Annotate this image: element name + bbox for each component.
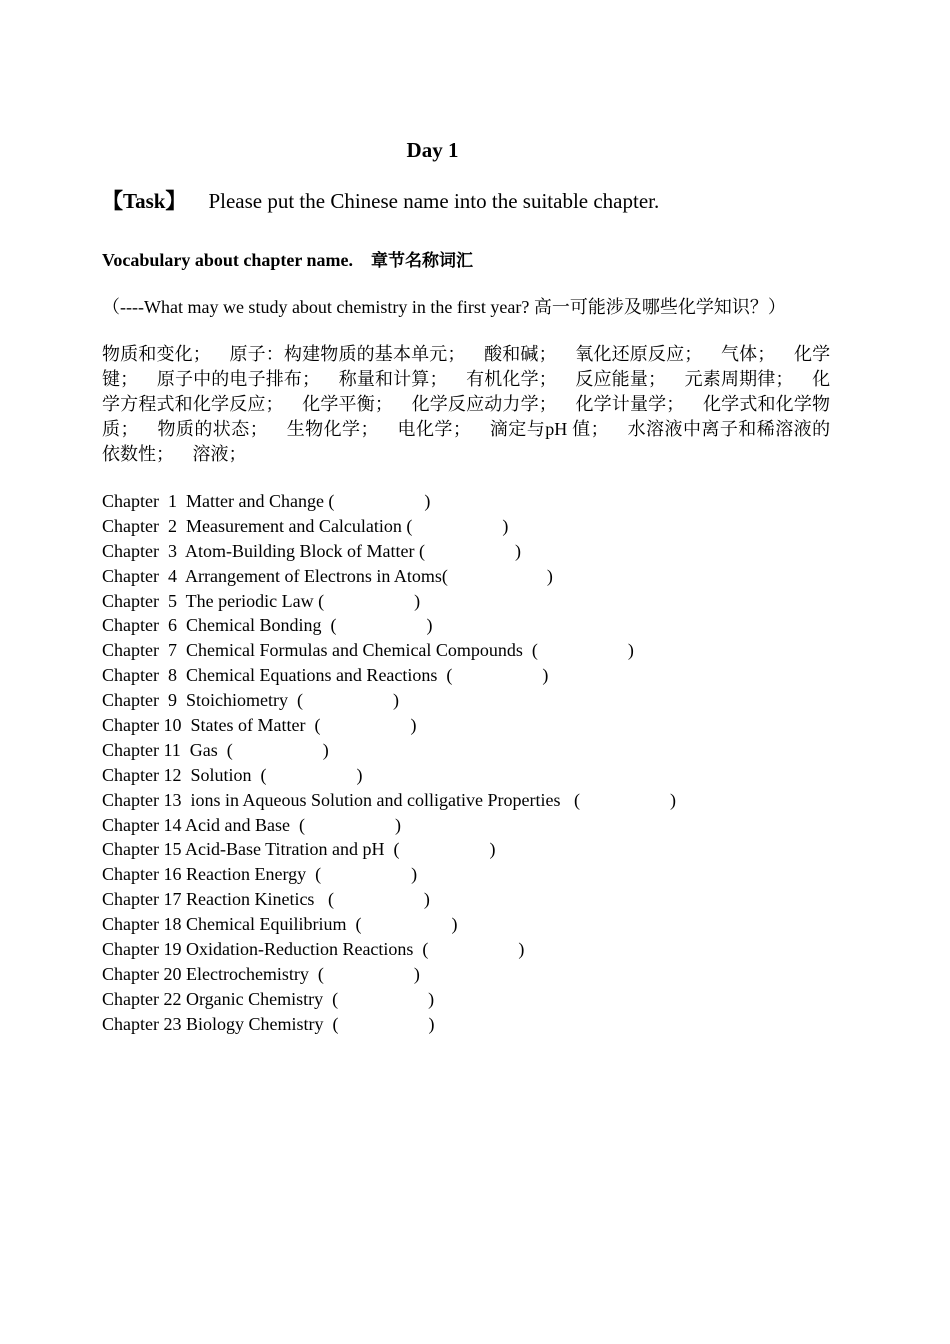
chapter-line: Chapter 8 Chemical Equations and Reactions ( ) [102, 665, 549, 686]
chapter-line: Chapter 15 Acid-Base Titration and pH ( ) [102, 839, 496, 860]
term-item: 称量和计算； [338, 369, 448, 389]
task-instruction [102, 187, 659, 215]
term-item: 化学反应动力学； [411, 394, 557, 414]
vocabulary-heading-en: Vocabulary about chapter name. [102, 250, 354, 270]
chapter-line: Chapter 12 Solution ( ) [102, 764, 363, 785]
term-item: 生物化学； [286, 419, 379, 439]
chapter-list [102, 489, 862, 1037]
study-question: （----What may we study about chemistry in the first year? 高一可能涉及哪些化学知识？） [102, 297, 786, 317]
term-item: 有机化学； [466, 369, 557, 389]
term-item: 化学平衡； [302, 394, 393, 414]
chapter-line: Chapter 14 Acid and Base ( ) [102, 814, 401, 835]
chapter-line: Chapter 18 Chemical Equilibrium ( ) [102, 914, 458, 935]
term-item: 物质的状态； [157, 419, 268, 439]
chapter-line: Chapter 6 Chemical Bonding ( ) [102, 615, 433, 636]
chapter-line: Chapter 22 Organic Chemistry ( ) [102, 988, 435, 1009]
term-item: 元素周期律； [684, 369, 794, 389]
term-item: 化学计量学； [575, 394, 685, 414]
term-list [102, 342, 830, 467]
term-item: 反应能量； [575, 369, 666, 389]
chapter-line: Chapter 23 Biology Chemistry ( ) [102, 1013, 435, 1034]
chapter-line: Chapter 3 Atom-Building Block of Matter ( ) [102, 540, 521, 561]
page-title: Day 1 [406, 138, 459, 162]
chapter-line: Chapter 9 Stoichiometry ( ) [102, 690, 399, 711]
term-item: 溶液； [192, 444, 247, 464]
term-item: 滴定与pH 值； [489, 419, 609, 439]
term-item: 水溶液中离子和稀溶液的依数性； [102, 419, 831, 464]
chapter-line: Chapter 10 States of Matter ( ) [102, 715, 417, 736]
term-item: 原子：构建物质的基本单元； [229, 344, 466, 364]
term-item: 原子中的电子排布； [156, 369, 321, 389]
chapter-line: Chapter 13 ions in Aqueous Solution and colligative Properties ( ) [102, 789, 676, 810]
task-text: Please put the Chinese name into the suitable chapter. [208, 189, 660, 213]
chapter-line: Chapter 4 Arrangement of Electrons in Atoms( ) [102, 565, 553, 586]
vocabulary-heading [102, 249, 473, 272]
chapter-line: Chapter 16 Reaction Energy ( ) [102, 864, 418, 885]
chapter-line: Chapter 2 Measurement and Calculation ( ) [102, 515, 509, 536]
term-item: 气体； [720, 344, 776, 364]
chapter-line: Chapter 20 Electrochemistry ( ) [102, 963, 420, 984]
term-item: 电化学； [397, 419, 471, 439]
vocabulary-heading-zh: 章节名称词汇 [371, 251, 474, 271]
chapter-line: Chapter 5 The periodic Law ( ) [102, 590, 421, 611]
task-tag: 【Task】 [102, 189, 187, 213]
term-item: 氧化还原反应； [575, 344, 703, 364]
chapter-line: Chapter 17 Reaction Kinetics ( ) [102, 889, 430, 910]
chapter-line: Chapter 11 Gas ( ) [102, 739, 329, 760]
chapter-line: Chapter 19 Oxidation-Reduction Reactions ( ) [102, 939, 525, 960]
term-item: 酸和碱； [484, 344, 557, 364]
chapter-line: Chapter 1 Matter and Change ( ) [102, 491, 431, 511]
term-item: 物质和变化； [102, 344, 211, 364]
term-item: 化学键； [102, 344, 831, 389]
chapter-line: Chapter 7 Chemical Formulas and Chemical Compounds ( ) [102, 640, 634, 661]
term-item: 化学方程式和化学反应； [102, 369, 831, 414]
term-item: 化学式和化学物质； [102, 394, 831, 439]
